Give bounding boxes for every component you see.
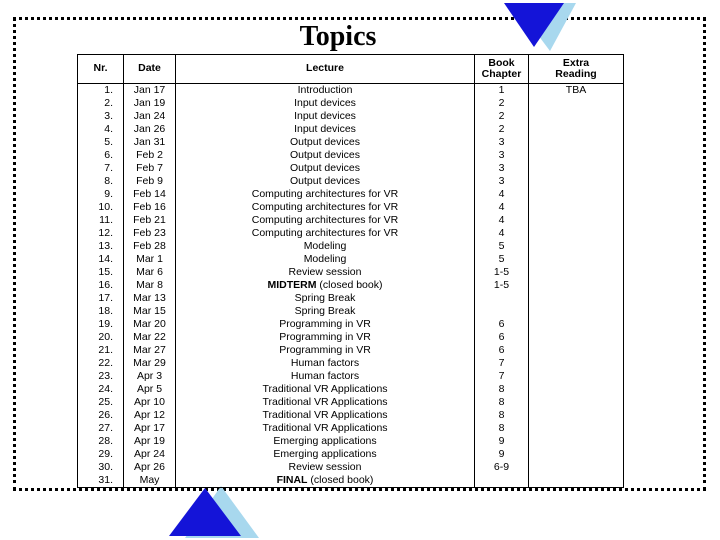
row-extra-reading: TBA: [529, 84, 624, 97]
table-row: [78, 253, 624, 266]
row-lecture: [176, 266, 475, 279]
header-extra-reading-label: Extra Reading: [555, 56, 597, 80]
header-date: Date: [124, 55, 176, 84]
row-extra-reading: [529, 292, 624, 305]
row-extra-reading: [529, 396, 624, 409]
row-extra-reading: [529, 422, 624, 435]
row-extra-reading: [529, 97, 624, 110]
row-date: Jan 24: [124, 110, 176, 123]
row-date: Apr 17: [124, 422, 176, 435]
row-book-chapter: [475, 474, 529, 487]
row-date: Mar 1: [124, 253, 176, 266]
row-book-chapter: 4: [475, 201, 529, 214]
row-lecture: [176, 305, 475, 318]
row-extra-reading: [529, 240, 624, 253]
row-lecture-text: Review session: [288, 460, 362, 473]
row-book-chapter: 8: [475, 383, 529, 396]
row-lecture: [176, 474, 475, 487]
table-row: [78, 435, 624, 448]
row-nr: 24.: [78, 383, 124, 396]
row-nr: 7.: [78, 162, 124, 175]
row-nr: 27.: [78, 422, 124, 435]
row-lecture: [176, 318, 475, 331]
row-book-chapter: [475, 292, 529, 305]
row-lecture-emphasis: MIDTERM: [267, 278, 317, 291]
row-lecture-text: Programming in VR: [279, 343, 371, 356]
row-book-chapter: 2: [475, 123, 529, 136]
row-extra-reading: [529, 136, 624, 149]
row-extra-reading: [529, 331, 624, 344]
row-lecture: [176, 227, 475, 240]
row-book-chapter: 6: [475, 331, 529, 344]
row-nr: 20.: [78, 331, 124, 344]
row-lecture: [176, 461, 475, 474]
row-extra-reading: [529, 253, 624, 266]
row-lecture: [176, 214, 475, 227]
row-date: Jan 17: [124, 84, 176, 97]
row-lecture-text: Human factors: [290, 369, 360, 382]
row-extra-reading: [529, 214, 624, 227]
row-lecture-text: Output devices: [289, 161, 361, 174]
row-lecture-text: Computing architectures for VR: [251, 213, 399, 226]
table-row: [78, 123, 624, 136]
row-nr: 23.: [78, 370, 124, 383]
row-extra-reading: [529, 383, 624, 396]
row-lecture-text: Emerging applications: [273, 434, 377, 447]
row-date: Apr 10: [124, 396, 176, 409]
table-row: [78, 266, 624, 279]
row-extra-reading: [529, 123, 624, 136]
row-extra-reading: [529, 227, 624, 240]
row-nr: 18.: [78, 305, 124, 318]
header-lecture: Lecture: [176, 55, 475, 84]
row-date: Feb 2: [124, 149, 176, 162]
row-lecture-text: Output devices: [289, 135, 361, 148]
row-nr: 8.: [78, 175, 124, 188]
row-lecture: [176, 201, 475, 214]
row-book-chapter: 3: [475, 162, 529, 175]
row-extra-reading: [529, 344, 624, 357]
row-extra-reading: [529, 175, 624, 188]
row-extra-reading: [529, 110, 624, 123]
table-row: [78, 318, 624, 331]
row-lecture-text: Programming in VR: [279, 330, 371, 343]
row-lecture-text: Review session: [288, 265, 362, 278]
row-lecture-text: Introduction: [297, 84, 353, 96]
row-extra-reading: [529, 149, 624, 162]
row-lecture-text: Human factors: [290, 356, 360, 369]
row-book-chapter: 4: [475, 188, 529, 201]
row-lecture-text: Output devices: [289, 148, 361, 161]
row-book-chapter: 9: [475, 448, 529, 461]
row-extra-reading: [529, 409, 624, 422]
table-row: [78, 331, 624, 344]
row-nr: 26.: [78, 409, 124, 422]
row-lecture: [176, 149, 475, 162]
row-lecture: [176, 435, 475, 448]
row-lecture-text: Input devices: [294, 96, 356, 109]
table-row: [78, 201, 624, 214]
table-header-row: [78, 55, 624, 84]
row-date: Mar 15: [124, 305, 176, 318]
row-lecture-text: Spring Break: [294, 291, 356, 304]
row-book-chapter: 3: [475, 136, 529, 149]
row-extra-reading: [529, 461, 624, 474]
row-extra-reading: [529, 201, 624, 214]
row-lecture-text: (closed book): [307, 473, 374, 486]
row-date: Mar 8: [124, 279, 176, 292]
header-extra-reading: [529, 55, 624, 84]
row-date: Feb 14: [124, 188, 176, 201]
row-book-chapter: 7: [475, 357, 529, 370]
row-lecture-text: Input devices: [294, 109, 356, 122]
row-lecture: [176, 409, 475, 422]
row-extra-reading: [529, 318, 624, 331]
row-nr: 3.: [78, 110, 124, 123]
row-book-chapter: 8: [475, 422, 529, 435]
row-extra-reading: [529, 448, 624, 461]
table-row: [78, 227, 624, 240]
row-nr: 16.: [78, 279, 124, 292]
row-book-chapter: 8: [475, 396, 529, 409]
row-lecture-text: Computing architectures for VR: [251, 200, 399, 213]
row-book-chapter: 6-9: [475, 461, 529, 474]
row-extra-reading: [529, 162, 624, 175]
row-lecture-text: Computing architectures for VR: [251, 226, 399, 239]
row-date: Jan 19: [124, 97, 176, 110]
header-book-chapter-label: Book Chapter: [481, 56, 522, 80]
row-lecture: [176, 357, 475, 370]
row-nr: 12.: [78, 227, 124, 240]
table-row: [78, 305, 624, 318]
row-lecture-text: Input devices: [294, 122, 356, 135]
row-book-chapter: 7: [475, 370, 529, 383]
schedule-table: [77, 54, 624, 488]
row-date: Apr 24: [124, 448, 176, 461]
row-nr: 6.: [78, 149, 124, 162]
row-nr: 14.: [78, 253, 124, 266]
row-lecture: [176, 422, 475, 435]
row-lecture: [176, 448, 475, 461]
table-row: [78, 409, 624, 422]
table-row: [78, 240, 624, 253]
row-date: Feb 23: [124, 227, 176, 240]
row-lecture: [176, 331, 475, 344]
table-row: [78, 149, 624, 162]
row-book-chapter: 6: [475, 344, 529, 357]
row-book-chapter: 1-5: [475, 266, 529, 279]
table-row: [78, 84, 624, 97]
row-date: Mar 22: [124, 331, 176, 344]
row-lecture: [176, 292, 475, 305]
slide-title: Topics: [299, 21, 377, 52]
row-extra-reading: [529, 305, 624, 318]
table-row: [78, 279, 624, 292]
row-lecture: [176, 123, 475, 136]
row-date: Jan 26: [124, 123, 176, 136]
row-date: Apr 3: [124, 370, 176, 383]
row-lecture: [176, 344, 475, 357]
table-row: [78, 396, 624, 409]
row-lecture-text: Output devices: [289, 174, 361, 187]
row-nr: 21.: [78, 344, 124, 357]
schedule-body: [78, 84, 624, 488]
row-nr: 29.: [78, 448, 124, 461]
row-lecture-text: Modeling: [303, 239, 347, 252]
row-date: Mar 29: [124, 357, 176, 370]
row-lecture-text: Traditional VR Applications: [262, 408, 388, 421]
row-lecture: [176, 110, 475, 123]
row-lecture: [176, 97, 475, 110]
row-lecture-text: Traditional VR Applications: [262, 382, 388, 395]
row-nr: 30.: [78, 461, 124, 474]
row-lecture-text: Computing architectures for VR: [251, 187, 399, 200]
row-nr: 31.: [78, 474, 124, 487]
row-book-chapter: 4: [475, 214, 529, 227]
table-row: [78, 461, 624, 474]
table-row: [78, 175, 624, 188]
row-lecture-text: Modeling: [303, 252, 347, 265]
row-extra-reading: [529, 474, 624, 487]
row-lecture-text: Traditional VR Applications: [262, 395, 388, 408]
row-nr: 15.: [78, 266, 124, 279]
row-date: Jan 31: [124, 136, 176, 149]
row-date: Apr 19: [124, 435, 176, 448]
table-row: [78, 370, 624, 383]
row-nr: 5.: [78, 136, 124, 149]
header-book-chapter: [475, 55, 529, 84]
table-row: [78, 383, 624, 396]
row-lecture: [176, 175, 475, 188]
table-row: [78, 474, 624, 487]
row-lecture: [176, 279, 475, 292]
row-nr: 25.: [78, 396, 124, 409]
row-nr: 28.: [78, 435, 124, 448]
row-lecture-text: Emerging applications: [273, 447, 377, 460]
row-lecture: [176, 240, 475, 253]
row-extra-reading: [529, 357, 624, 370]
row-nr: 10.: [78, 201, 124, 214]
row-book-chapter: 3: [475, 175, 529, 188]
row-extra-reading: [529, 266, 624, 279]
row-book-chapter: 2: [475, 97, 529, 110]
row-book-chapter: 5: [475, 253, 529, 266]
table-row: [78, 188, 624, 201]
row-extra-reading: [529, 188, 624, 201]
row-nr: 22.: [78, 357, 124, 370]
row-book-chapter: 1-5: [475, 279, 529, 292]
row-date: Apr 26: [124, 461, 176, 474]
row-lecture-text: Programming in VR: [279, 317, 371, 330]
table-row: [78, 422, 624, 435]
row-nr: 13.: [78, 240, 124, 253]
row-date: Feb 28: [124, 240, 176, 253]
row-date: Feb 21: [124, 214, 176, 227]
row-nr: 19.: [78, 318, 124, 331]
table-row: [78, 110, 624, 123]
row-lecture: [176, 383, 475, 396]
row-book-chapter: [475, 305, 529, 318]
table-row: [78, 136, 624, 149]
row-lecture-text: Traditional VR Applications: [262, 421, 388, 434]
header-nr: Nr.: [78, 55, 124, 84]
row-book-chapter: 1: [475, 84, 529, 97]
row-lecture: [176, 253, 475, 266]
row-lecture: [176, 162, 475, 175]
row-book-chapter: 6: [475, 318, 529, 331]
row-date: Mar 6: [124, 266, 176, 279]
table-row: [78, 292, 624, 305]
table-row: [78, 448, 624, 461]
row-lecture: [176, 136, 475, 149]
row-extra-reading: [529, 279, 624, 292]
row-book-chapter: 8: [475, 409, 529, 422]
blue-triangle-bottom-decoration: [165, 486, 259, 538]
row-nr: 1.: [78, 84, 124, 97]
row-nr: 11.: [78, 214, 124, 227]
row-book-chapter: 2: [475, 110, 529, 123]
row-lecture-emphasis: FINAL: [276, 473, 308, 486]
table-row: [78, 214, 624, 227]
row-date: Apr 5: [124, 383, 176, 396]
row-nr: 4.: [78, 123, 124, 136]
row-lecture-text: (closed book): [316, 278, 383, 291]
row-date: Mar 27: [124, 344, 176, 357]
table-row: [78, 344, 624, 357]
row-nr: 9.: [78, 188, 124, 201]
row-date: Feb 16: [124, 201, 176, 214]
row-book-chapter: 3: [475, 149, 529, 162]
row-extra-reading: [529, 435, 624, 448]
row-lecture: [176, 188, 475, 201]
row-lecture-text: Spring Break: [294, 304, 356, 317]
row-date: May: [124, 474, 176, 487]
table-row: [78, 97, 624, 110]
row-lecture: [176, 396, 475, 409]
row-date: Apr 12: [124, 409, 176, 422]
row-date: Feb 9: [124, 175, 176, 188]
row-date: Feb 7: [124, 162, 176, 175]
row-nr: 2.: [78, 97, 124, 110]
row-date: Mar 20: [124, 318, 176, 331]
row-lecture: [176, 84, 475, 97]
row-nr: 17.: [78, 292, 124, 305]
row-extra-reading: [529, 370, 624, 383]
row-book-chapter: 4: [475, 227, 529, 240]
row-book-chapter: 9: [475, 435, 529, 448]
table-row: [78, 162, 624, 175]
table-row: [78, 357, 624, 370]
row-book-chapter: 5: [475, 240, 529, 253]
row-lecture: [176, 370, 475, 383]
row-date: Mar 13: [124, 292, 176, 305]
